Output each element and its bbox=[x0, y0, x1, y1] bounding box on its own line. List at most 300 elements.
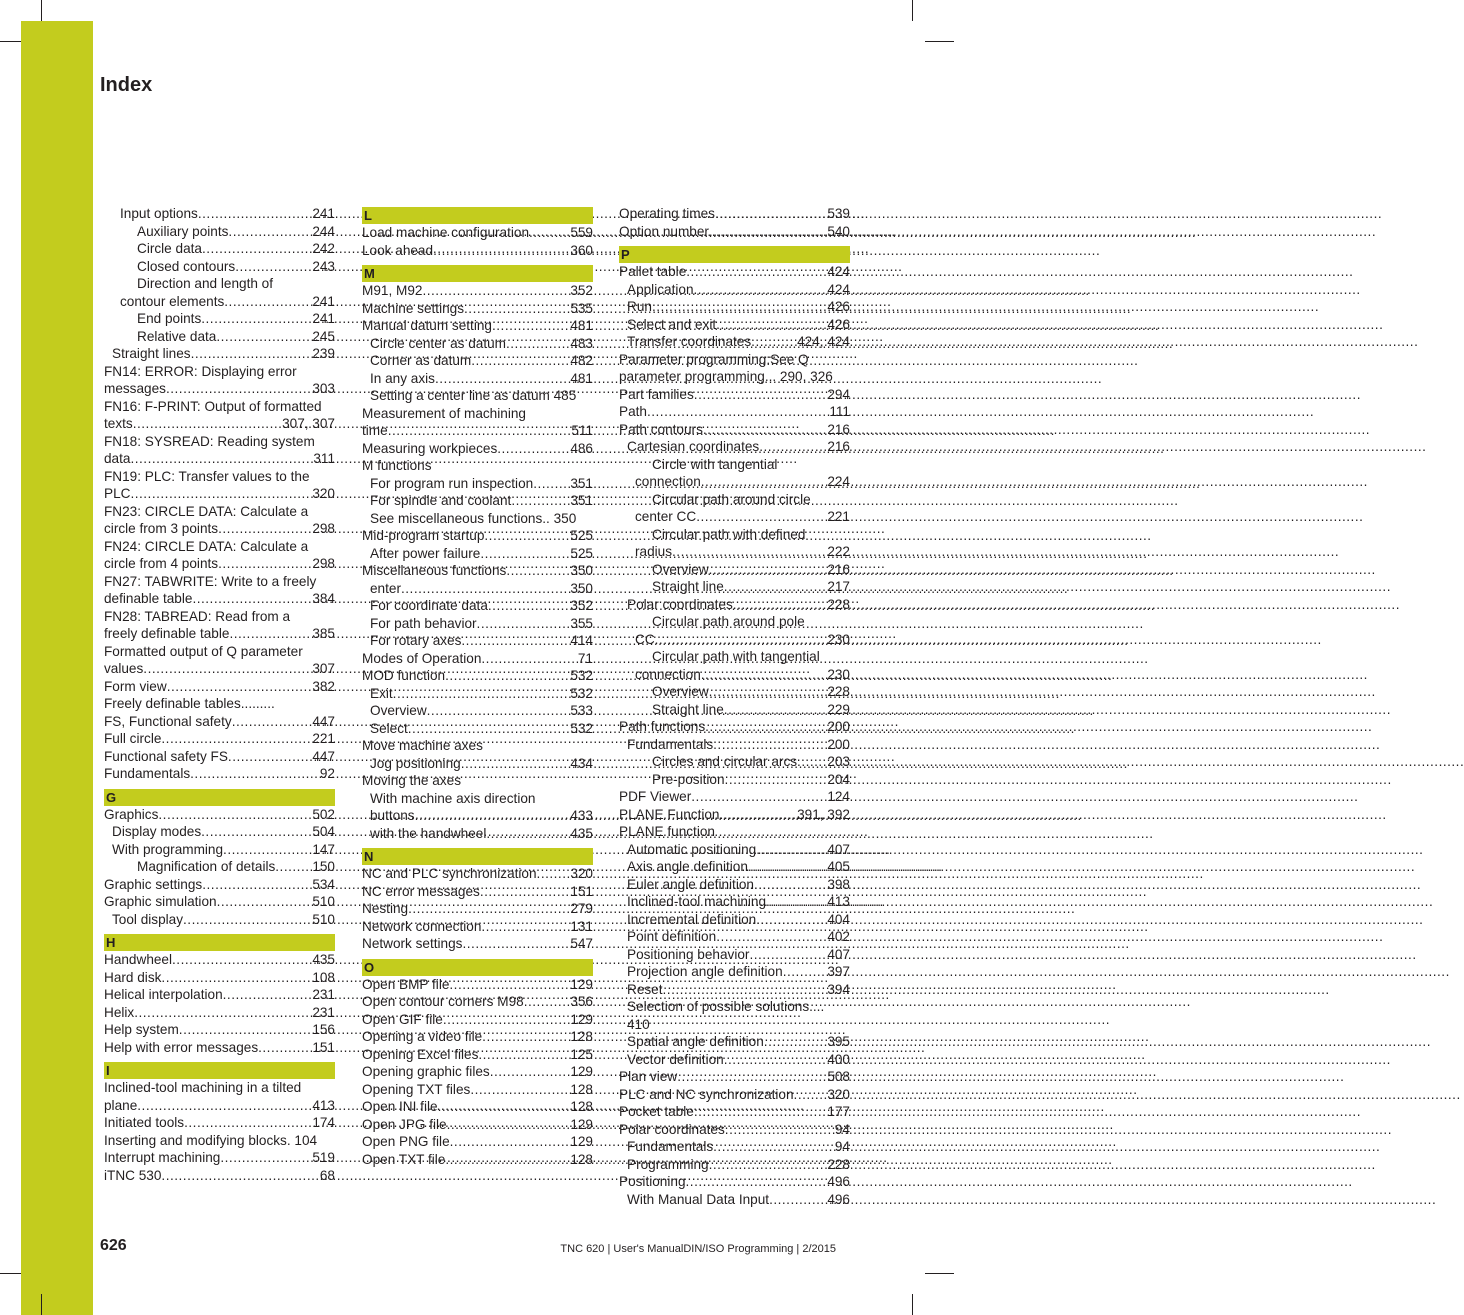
page-reference: 547 bbox=[570, 936, 593, 951]
dot-leader bbox=[161, 730, 310, 748]
index-entry bbox=[619, 1068, 850, 1086]
index-entry bbox=[362, 335, 593, 353]
entry-term: connection bbox=[635, 666, 701, 682]
page-reference: 307, 307 bbox=[282, 416, 335, 431]
dot-leader bbox=[471, 352, 568, 370]
index-entry bbox=[104, 730, 335, 748]
entry-term: Incremental definition bbox=[627, 911, 757, 927]
dot-leader bbox=[720, 806, 796, 824]
index-entry bbox=[619, 1051, 850, 1069]
entry-term: Graphics bbox=[104, 806, 159, 822]
entry-term: Open contour corners M98 bbox=[362, 994, 524, 1009]
entry-term: End points bbox=[137, 311, 202, 326]
index-entry bbox=[362, 224, 593, 242]
index-entry: Circular path with tangential bbox=[652, 649, 820, 664]
dot-leader bbox=[709, 683, 826, 701]
index-entry bbox=[104, 1097, 335, 1115]
dot-leader bbox=[705, 718, 825, 736]
dot-leader bbox=[198, 205, 310, 223]
entry-term: Spatial angle definition bbox=[627, 1034, 764, 1049]
entry-term: Network connection bbox=[362, 918, 482, 934]
index-entry bbox=[619, 911, 850, 929]
entry-term: Positioning behavior bbox=[627, 946, 750, 962]
index-entry bbox=[362, 352, 593, 370]
dot-leader bbox=[486, 825, 568, 843]
entry-term: Full circle bbox=[104, 731, 162, 746]
dot-leader bbox=[797, 753, 825, 771]
index-entry bbox=[619, 806, 850, 824]
index-entry bbox=[362, 702, 593, 720]
dot-leader bbox=[461, 755, 569, 773]
dot-leader bbox=[477, 615, 569, 633]
index-entry: With machine axis direction bbox=[370, 790, 536, 806]
index-entry bbox=[362, 667, 593, 685]
entry-term: Pocket table bbox=[619, 1104, 694, 1119]
entry-term: Axis angle definition bbox=[627, 859, 748, 874]
page-reference: 407 bbox=[827, 841, 850, 857]
page-reference: 217 bbox=[827, 579, 850, 594]
entry-term: Auxiliary points bbox=[137, 223, 229, 239]
index-entry bbox=[104, 1039, 335, 1057]
entry-term: PLANE Function bbox=[619, 806, 720, 822]
dot-leader bbox=[134, 1004, 310, 1022]
page-reference: 532 bbox=[570, 668, 593, 683]
dot-leader bbox=[724, 578, 826, 596]
page-reference: 94 bbox=[834, 1139, 850, 1154]
index-entry bbox=[362, 1081, 593, 1099]
page-reference: 350 bbox=[570, 563, 593, 578]
dot-leader bbox=[143, 660, 310, 678]
dot-leader bbox=[450, 1133, 569, 1151]
dot-leader bbox=[696, 508, 825, 526]
letter-header: H bbox=[104, 934, 335, 951]
dot-leader bbox=[130, 450, 311, 468]
page-reference: 510 bbox=[312, 894, 335, 909]
index-entry bbox=[104, 858, 335, 876]
page-reference: 243 bbox=[312, 258, 335, 274]
page-reference: 435 bbox=[570, 825, 593, 841]
index-entry bbox=[362, 1063, 593, 1081]
entry-term: Closed contours bbox=[137, 258, 236, 274]
dot-leader bbox=[217, 893, 311, 911]
dot-leader bbox=[652, 298, 825, 316]
index-entry bbox=[362, 685, 593, 703]
index-entry bbox=[619, 1173, 850, 1191]
dot-leader bbox=[709, 1156, 826, 1174]
index-entry bbox=[362, 1098, 593, 1116]
entry-term: Corner as datum bbox=[370, 353, 472, 368]
dot-leader bbox=[158, 806, 310, 824]
index-entry: Formatted output of Q parameter bbox=[104, 643, 303, 659]
entry-term: freely definable table bbox=[104, 626, 230, 641]
index-entry bbox=[104, 450, 335, 468]
dot-leader bbox=[655, 631, 826, 649]
dot-leader bbox=[408, 900, 568, 918]
letter-header: N bbox=[362, 848, 593, 865]
dot-leader bbox=[748, 858, 825, 876]
index-entry bbox=[104, 713, 335, 731]
index-entry bbox=[362, 976, 593, 994]
entry-term: Projection angle definition bbox=[627, 964, 783, 979]
page-reference: 352 bbox=[570, 283, 593, 298]
index-entry bbox=[619, 683, 850, 701]
page-reference: 510 bbox=[312, 911, 335, 927]
entry-term: Operating times bbox=[619, 206, 715, 221]
entry-term: PLC bbox=[104, 486, 131, 501]
index-entry bbox=[362, 370, 593, 388]
dot-leader bbox=[794, 1086, 826, 1104]
index-entry: Circular path around circle bbox=[652, 491, 811, 507]
dot-leader bbox=[445, 1151, 568, 1169]
dot-leader bbox=[766, 893, 825, 911]
index-entry: Parameter programming:See Q bbox=[619, 351, 809, 367]
index-entry bbox=[619, 893, 850, 911]
index-entry bbox=[362, 242, 593, 260]
dot-leader bbox=[490, 1063, 569, 1081]
dot-leader bbox=[713, 1138, 833, 1156]
entry-term: MOD function bbox=[362, 668, 446, 683]
page-reference: 382 bbox=[312, 678, 335, 694]
entry-term: Automatic positioning bbox=[627, 841, 757, 857]
page-reference: 241 bbox=[312, 293, 335, 309]
entry-term: Straight lines bbox=[112, 346, 191, 361]
index-entry bbox=[619, 1103, 850, 1121]
index-entry bbox=[362, 597, 593, 615]
index-entry bbox=[619, 561, 850, 579]
index-entry: Move machine axes bbox=[362, 738, 483, 753]
crop-mark bbox=[41, 1294, 42, 1315]
page-reference: 151 bbox=[312, 1039, 335, 1055]
letter-header: O bbox=[362, 959, 593, 976]
entry-term: Fundamentals bbox=[627, 1139, 714, 1154]
entry-term: Handwheel bbox=[104, 952, 173, 967]
entry-term: For program run inspection bbox=[370, 475, 534, 491]
entry-term: radius bbox=[635, 544, 673, 559]
crop-mark bbox=[925, 41, 954, 42]
dot-leader bbox=[783, 963, 826, 981]
entry-term: For spindle and coolant bbox=[370, 493, 512, 508]
index-column-1 bbox=[104, 205, 335, 1184]
index-entry bbox=[104, 328, 335, 346]
entry-term: Manual datum setting bbox=[362, 318, 492, 333]
dot-leader bbox=[488, 597, 568, 615]
page-reference: 147 bbox=[312, 841, 335, 857]
index-entry bbox=[619, 701, 850, 719]
page-reference: 128 bbox=[570, 1151, 593, 1167]
entry-term: Opening Excel files bbox=[362, 1046, 479, 1062]
entry-term: For rotary axes bbox=[370, 633, 462, 648]
entry-term: Initiated tools bbox=[104, 1115, 185, 1130]
letter-header: P bbox=[619, 246, 850, 263]
dot-leader bbox=[725, 1121, 833, 1139]
entry-term: Polar coordinates bbox=[627, 596, 733, 612]
page-reference: 216 bbox=[827, 421, 850, 437]
entry-term: values bbox=[104, 661, 144, 676]
page-reference: 496 bbox=[827, 1174, 850, 1189]
page-reference: 360 bbox=[570, 242, 593, 258]
entry-term: Overview bbox=[652, 684, 709, 699]
dot-leader bbox=[224, 293, 310, 311]
index-entry: Selection of possible solutions.... bbox=[627, 999, 825, 1014]
dot-leader bbox=[415, 807, 569, 825]
page-reference: 241 bbox=[312, 311, 335, 326]
index-entry: M functions bbox=[362, 458, 432, 473]
entry-term: data bbox=[104, 451, 131, 466]
page-reference: 413 bbox=[312, 1097, 335, 1113]
entry-term: FS, Functional safety bbox=[104, 713, 232, 729]
entry-term: Transfer coordinates bbox=[627, 334, 752, 349]
index-entry bbox=[104, 765, 335, 783]
dot-leader bbox=[184, 1114, 310, 1132]
entry-term: Open INI file bbox=[362, 1099, 438, 1114]
crop-mark bbox=[912, 1294, 913, 1315]
entry-term: Measuring workpieces bbox=[362, 440, 498, 456]
index-entry bbox=[619, 841, 850, 859]
entry-term: Inclined-tool machining bbox=[627, 894, 767, 909]
entry-term: connection bbox=[635, 474, 701, 489]
dot-leader bbox=[223, 986, 311, 1004]
page-reference: 128 bbox=[570, 1081, 593, 1097]
dot-leader bbox=[223, 841, 310, 859]
page-reference: 504 bbox=[312, 824, 335, 839]
entry-term: buttons bbox=[370, 808, 415, 823]
index-entry bbox=[619, 1156, 850, 1174]
index-entry: parameter programming... 290, 326 bbox=[619, 369, 833, 384]
dot-leader bbox=[445, 667, 568, 685]
dot-leader bbox=[663, 981, 826, 999]
index-entry bbox=[619, 666, 850, 684]
entry-term: Miscellaneous functions bbox=[362, 563, 507, 578]
index-entry bbox=[104, 748, 335, 766]
entry-term: Exit bbox=[370, 685, 393, 701]
page-reference: 424 bbox=[827, 281, 850, 297]
index-entry bbox=[362, 615, 593, 633]
index-entry bbox=[362, 1046, 593, 1064]
page-reference: 298 bbox=[312, 521, 335, 536]
index-entry: FN16: F-PRINT: Output of formatted bbox=[104, 398, 322, 414]
index-entry bbox=[619, 1033, 850, 1051]
index-entry bbox=[104, 520, 335, 538]
dot-leader bbox=[756, 911, 825, 929]
dot-leader bbox=[443, 1011, 568, 1029]
index-entry bbox=[104, 415, 335, 433]
page-reference: 108 bbox=[312, 969, 335, 985]
dot-leader bbox=[232, 713, 311, 731]
index-entry bbox=[104, 911, 335, 929]
index-entry bbox=[104, 380, 335, 398]
page-reference: 434 bbox=[570, 755, 593, 771]
entry-term: circle from 3 points bbox=[104, 521, 219, 536]
dot-leader bbox=[470, 1081, 568, 1099]
entry-term: Run bbox=[627, 299, 652, 314]
index-entry bbox=[619, 1086, 850, 1104]
page-reference: 384 bbox=[312, 591, 335, 606]
page-reference: 241 bbox=[312, 206, 335, 221]
dot-leader bbox=[191, 345, 311, 363]
dot-leader bbox=[764, 1033, 826, 1051]
index-entry bbox=[619, 473, 850, 491]
index-entry bbox=[104, 345, 335, 363]
dot-leader bbox=[130, 485, 310, 503]
index-entry bbox=[362, 935, 593, 953]
index-entry bbox=[619, 263, 850, 281]
index-entry: Inserting and modifying blocks. 104 bbox=[104, 1132, 318, 1148]
index-entry bbox=[619, 1138, 850, 1156]
page-reference: 481 bbox=[570, 318, 593, 333]
dot-leader bbox=[709, 561, 826, 579]
page-reference: 303 bbox=[312, 381, 335, 396]
entry-term: With Manual Data Input bbox=[627, 1191, 770, 1207]
page-reference: 525 bbox=[570, 545, 593, 561]
page-reference: 352 bbox=[570, 598, 593, 613]
entry-term: Circles and circular arcs bbox=[652, 754, 798, 769]
index-entry bbox=[362, 300, 593, 318]
index-entry bbox=[619, 223, 850, 241]
dot-leader bbox=[481, 650, 575, 668]
page-reference: 156 bbox=[312, 1022, 335, 1037]
entry-term: Euler angle definition bbox=[627, 876, 754, 892]
page-reference: 404 bbox=[827, 911, 850, 927]
entry-term: messages bbox=[104, 381, 166, 396]
page-reference: 230 bbox=[827, 666, 850, 682]
page-reference: 129 bbox=[570, 976, 593, 992]
dot-leader bbox=[506, 562, 568, 580]
index-entry bbox=[104, 951, 335, 969]
entry-term: Display modes bbox=[112, 824, 202, 839]
entry-term: time bbox=[362, 423, 388, 438]
index-entry: Measurement of machining bbox=[362, 405, 526, 421]
entry-term: Select bbox=[370, 720, 408, 736]
index-entry: Freely definable tables......... bbox=[104, 696, 275, 711]
entry-term: Helical interpolation bbox=[104, 987, 223, 1002]
page-reference: 402 bbox=[827, 929, 850, 944]
dot-leader bbox=[703, 421, 825, 439]
entry-term: Load machine configuration bbox=[362, 225, 530, 240]
index-entry: Direction and length of bbox=[137, 276, 274, 291]
page-reference: 307 bbox=[312, 661, 335, 676]
dot-leader bbox=[235, 258, 310, 276]
entry-term: Nesting bbox=[362, 901, 409, 916]
index-entry bbox=[619, 1121, 850, 1139]
dot-leader bbox=[694, 386, 826, 404]
index-entry bbox=[619, 963, 850, 981]
dot-leader bbox=[161, 969, 310, 987]
dot-leader bbox=[179, 1021, 311, 1039]
dot-leader bbox=[677, 1068, 825, 1086]
page-reference: 532 bbox=[570, 685, 593, 701]
page-reference: 216 bbox=[827, 439, 850, 454]
index-entry bbox=[104, 1004, 335, 1022]
entry-term: Plan view bbox=[619, 1069, 678, 1084]
dot-leader bbox=[422, 282, 568, 300]
page-reference: 424, 424 bbox=[797, 334, 850, 349]
index-entry: Circle with tangential bbox=[652, 456, 778, 472]
entry-term: Open TXT file bbox=[362, 1151, 446, 1167]
dot-leader bbox=[228, 223, 310, 241]
dot-leader bbox=[769, 1191, 825, 1209]
index-entry bbox=[619, 928, 850, 946]
dot-leader bbox=[388, 422, 570, 440]
page-reference: 131 bbox=[570, 918, 593, 934]
dot-leader bbox=[524, 993, 569, 1011]
dot-leader bbox=[672, 543, 825, 561]
index-entry bbox=[619, 771, 850, 789]
index-entry bbox=[619, 298, 850, 316]
page-reference: 447 bbox=[312, 713, 335, 729]
dot-leader bbox=[686, 263, 825, 281]
page-reference: 435 bbox=[312, 952, 335, 967]
dot-leader bbox=[201, 310, 310, 328]
index-entry bbox=[362, 1011, 593, 1029]
page-reference: 174 bbox=[312, 1115, 335, 1130]
entry-term: Tool display bbox=[112, 911, 184, 927]
entry-term: Circle data bbox=[137, 241, 202, 256]
index-entry bbox=[362, 1028, 593, 1046]
entry-term: circle from 4 points bbox=[104, 556, 219, 571]
entry-term: Machine settings bbox=[362, 300, 465, 316]
entry-term: Fundamentals bbox=[627, 736, 714, 752]
entry-term: Fundamentals bbox=[104, 766, 191, 781]
page-reference: 532 bbox=[570, 720, 593, 736]
page-reference: 200 bbox=[827, 736, 850, 752]
index-entry bbox=[619, 981, 850, 999]
page-reference: 535 bbox=[570, 300, 593, 316]
index-entry: FN19: PLC: Transfer values to the bbox=[104, 468, 310, 484]
page-reference: 502 bbox=[312, 806, 335, 822]
dot-leader bbox=[724, 1051, 826, 1069]
entry-term: Open GIF file bbox=[362, 1011, 443, 1027]
entry-term: PDF Viewer bbox=[619, 789, 692, 804]
page-reference: 400 bbox=[827, 1051, 850, 1067]
page-reference: 221 bbox=[827, 509, 850, 524]
entry-term: M91, M92 bbox=[362, 283, 423, 298]
dot-leader bbox=[709, 223, 825, 241]
entry-term: Open BMP file bbox=[362, 976, 450, 992]
index-entry bbox=[362, 527, 593, 545]
entry-term: Functional safety FS bbox=[104, 748, 228, 764]
page-reference: 486 bbox=[570, 440, 593, 456]
entry-term: Input options bbox=[120, 206, 198, 221]
entry-term: Path contours bbox=[619, 421, 703, 437]
dot-leader bbox=[461, 632, 568, 650]
page-reference: 231 bbox=[312, 1004, 335, 1020]
page-reference: 533 bbox=[570, 703, 593, 718]
page-reference: 519 bbox=[312, 1150, 335, 1165]
dot-leader bbox=[447, 1116, 569, 1134]
index-entry bbox=[619, 281, 850, 299]
index-entry bbox=[362, 632, 593, 650]
dot-leader bbox=[647, 403, 827, 421]
entry-term: Opening a video file bbox=[362, 1029, 483, 1044]
index-entry: Circular path around pole bbox=[652, 614, 805, 629]
dot-leader bbox=[511, 492, 568, 510]
entry-term: Mid-program startup bbox=[362, 528, 485, 543]
dot-leader bbox=[275, 858, 310, 876]
index-entry bbox=[362, 492, 593, 510]
entry-term: Magnification of details bbox=[137, 859, 276, 874]
dot-leader bbox=[481, 918, 568, 936]
entry-term: Cartesian coordinates bbox=[627, 439, 760, 454]
page-reference: 203 bbox=[827, 754, 850, 769]
crop-mark bbox=[41, 0, 42, 21]
dot-leader bbox=[133, 415, 280, 433]
page-reference: 482 bbox=[570, 353, 593, 368]
index-column-2 bbox=[362, 205, 593, 1168]
page-reference: 405 bbox=[827, 859, 850, 874]
entry-term: Network settings bbox=[362, 936, 463, 951]
page-reference: 525 bbox=[570, 528, 593, 543]
index-entry bbox=[362, 1116, 593, 1134]
